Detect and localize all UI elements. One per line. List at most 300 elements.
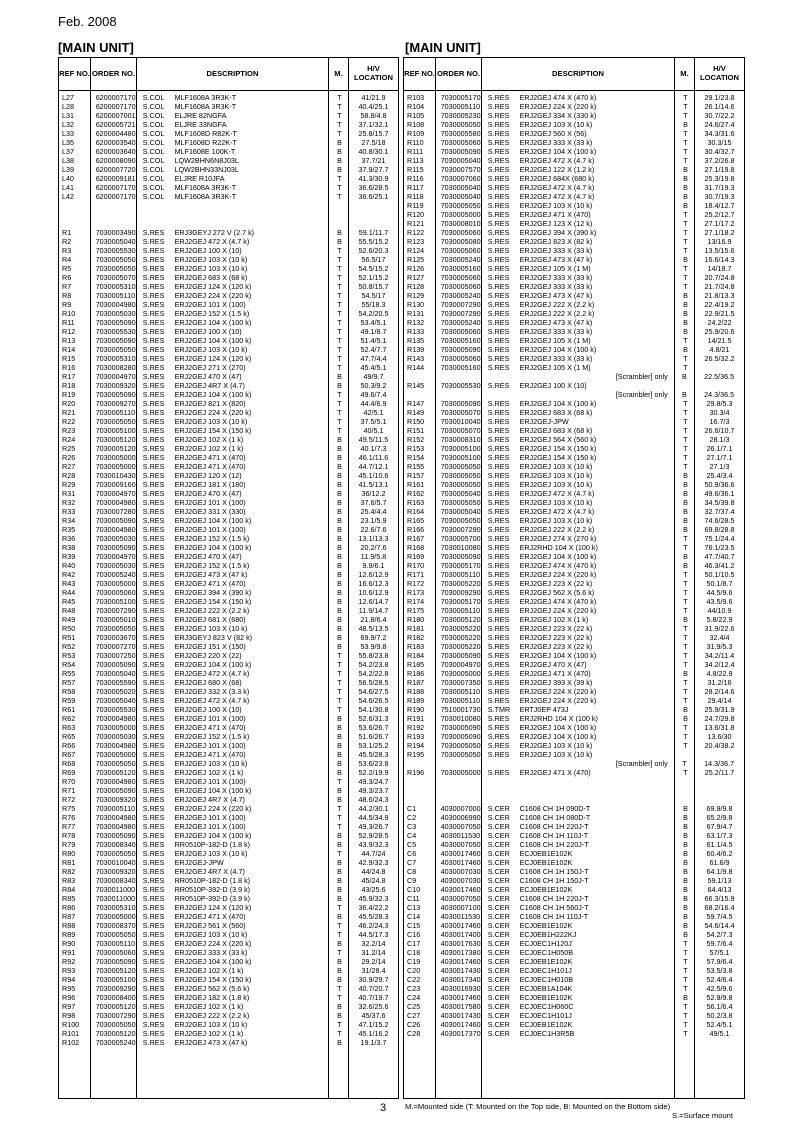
cell-hv: 48.6/24.3 [358, 795, 389, 804]
cell-type: S.RES [487, 354, 510, 363]
cell-m: B [337, 507, 342, 516]
cell-type: S.RES [487, 606, 510, 615]
cell-hv: 58.8/4.8 [360, 111, 387, 120]
table-row [59, 795, 398, 804]
header-date: Feb. 2008 [58, 14, 117, 29]
cell-m: B [337, 147, 342, 156]
table-row [404, 669, 744, 678]
cell-ref: R26 [62, 453, 76, 462]
cell-ref: R180 [407, 615, 425, 624]
cell-ref: R78 [62, 831, 76, 840]
cell-order: 6200007170 [95, 93, 136, 102]
cell-type: S.CER [487, 849, 510, 858]
cell-type: S.RES [487, 147, 510, 156]
cell-hv: 52.4/5.1 [706, 1020, 733, 1029]
table-row [59, 102, 398, 111]
cell-m: T [337, 300, 342, 309]
cell-m: T [337, 399, 342, 408]
cell-ref: R195 [407, 750, 425, 759]
cell-type: S.RES [142, 813, 165, 822]
cell-order: 7030005050 [95, 264, 136, 273]
cell-order: 7030005010 [95, 615, 136, 624]
cell-part: ERJ2GEJ 471 X (470) [174, 912, 246, 921]
cell-order: 7030004980 [95, 741, 136, 750]
cell-m: T [682, 759, 687, 768]
cell-m: T [337, 696, 342, 705]
cell-order: 7030005000 [440, 768, 481, 777]
cell-ref: R1 [62, 228, 72, 237]
cell-order: 7030007270 [95, 642, 136, 651]
cell-type: S.RES [487, 543, 510, 552]
cell-ref: R27 [62, 462, 76, 471]
cell-m: B [337, 597, 342, 606]
cell-hv: 30.7/19.3 [704, 192, 735, 201]
cell-m: T [683, 363, 688, 372]
cell-type: S.RES [487, 219, 510, 228]
cell-type: S.RES [487, 516, 510, 525]
cell-type: S.RES [142, 624, 165, 633]
cell-order: 7030007290 [95, 606, 136, 615]
cell-type: S.CER [487, 1029, 510, 1038]
cell-order: 7030008280 [95, 363, 136, 372]
cell-m: T [683, 129, 688, 138]
table-row [404, 678, 744, 687]
cell-part: ECJ0EC1H060C [519, 1002, 574, 1011]
table-row [59, 993, 398, 1002]
cell-order: 7030005700 [440, 534, 481, 543]
cell-hv: 40/5.1 [363, 426, 384, 435]
cell-order: 7030005020 [95, 687, 136, 696]
cell-part: ERJ2GEJ 103 X (10 k) [174, 759, 248, 768]
cell-part: ERJ2GEJ 101 X (100) [174, 525, 246, 534]
cell-hv: 22.5/36.5 [704, 372, 735, 381]
table-row [59, 1020, 398, 1029]
cell-ref: R13 [62, 336, 76, 345]
table-row [404, 453, 744, 462]
cell-order: 4030016930 [440, 984, 481, 993]
cell-ref: R111 [407, 147, 424, 156]
cell-hv: 65.2/9.8 [706, 813, 733, 822]
cell-type: S.CER [487, 804, 510, 813]
cell-m: T [683, 975, 688, 984]
cell-ref: R181 [407, 624, 425, 633]
cell-m: T [683, 1011, 688, 1020]
cell-type: S.COL [142, 192, 165, 201]
cell-m: T [337, 777, 342, 786]
cell-part: ERJ2GEJ 101 X (100) [174, 822, 246, 831]
cell-order: 6200004480 [95, 129, 136, 138]
table-row [59, 561, 398, 570]
cell-order: 7030005040 [440, 489, 481, 498]
cell-m: B [683, 804, 688, 813]
cell-ref: R70 [62, 777, 76, 786]
cell-hv: 31.7/19.3 [704, 183, 735, 192]
cell-part: ERJ2GEJ 333 X (33 k) [519, 246, 593, 255]
cell-type: S.RES [142, 606, 165, 615]
cell-hv: 74.6/28.5 [704, 516, 735, 525]
cell-hv: 16.7/3 [709, 417, 730, 426]
cell-type: S.RES [487, 102, 510, 111]
cell-type: S.RES [487, 408, 510, 417]
cell-type: S.COL [142, 93, 165, 102]
cell-type: S.RES [487, 651, 510, 660]
cell-order: 7030005100 [95, 597, 136, 606]
cell-ref: R109 [407, 129, 425, 138]
table-row [59, 210, 398, 219]
cell-hv: 49.6/36.1 [704, 489, 735, 498]
cell-m: B [337, 894, 342, 903]
cell-order: 7030005530 [95, 705, 136, 714]
cell-order: 7030005090 [95, 786, 136, 795]
cell-type: S.RES [142, 1020, 165, 1029]
cell-ref: R149 [407, 408, 425, 417]
cell-m: B [337, 759, 342, 768]
cell-part: ERJ2GEJ 471 X (470) [519, 669, 591, 678]
cell-hv: 16.6/14.3 [704, 255, 735, 264]
cell-m: B [683, 318, 688, 327]
table-row [404, 606, 744, 615]
cell-hv: 64.1/9.8 [706, 867, 733, 876]
table-row [404, 426, 744, 435]
cell-ref: R68 [62, 759, 76, 768]
cell-m: T [337, 651, 342, 660]
cell-ref: C18 [407, 948, 421, 957]
cell-ref: R92 [62, 957, 76, 966]
cell-hv: 55/18.3 [361, 300, 386, 309]
cell-m: T [337, 408, 342, 417]
cell-type: S.CER [487, 975, 510, 984]
cell-order: 7030005000 [95, 912, 136, 921]
cell-order: 7030007280 [95, 507, 136, 516]
cell-hv: 59.1/11.7 [358, 228, 389, 237]
table-row [59, 111, 398, 120]
cell-ref: R16 [62, 363, 76, 372]
cell-part: ERJ2GEJ 101 X (100) [174, 741, 246, 750]
cell-m: T [337, 327, 342, 336]
cell-order: 7030005110 [95, 408, 136, 417]
cell-part: MLF1608D R82K-T [174, 129, 237, 138]
table-row [404, 228, 744, 237]
table-row [404, 381, 744, 390]
table-row [404, 498, 744, 507]
cell-hv: 57/5.1 [709, 948, 730, 957]
cell-type: S.COL [142, 129, 165, 138]
cell-order: 7030005110 [95, 804, 136, 813]
cell-order: 7030007290 [440, 300, 481, 309]
cell-hv: 26.5/32.2 [704, 354, 735, 363]
cell-part: ECJ0EB1H222KJ [519, 930, 577, 939]
cell-hv: 49.3/23.7 [358, 786, 389, 795]
cell-m: T [683, 237, 688, 246]
cell-order: 7030005050 [95, 1020, 136, 1029]
cell-m: B [683, 516, 688, 525]
cell-m: B [337, 444, 342, 453]
cell-hv: 26.1/7.1 [706, 444, 733, 453]
table-row [59, 507, 398, 516]
cell-hv: 21.8/13.3 [704, 291, 735, 300]
table-row [59, 894, 398, 903]
table-row [59, 408, 398, 417]
cell-order: 7030005040 [95, 669, 136, 678]
cell-m: T [337, 129, 342, 138]
cell-type: S.RES [487, 273, 510, 282]
cell-order: 7030005050 [440, 741, 481, 750]
cell-order: 7030005100 [440, 444, 481, 453]
cell-hv: 28.1/3 [709, 435, 730, 444]
cell-hv: 25.4/3.4 [706, 471, 733, 480]
cell-order: 7030005060 [440, 273, 481, 282]
parts-table-left [58, 57, 399, 1099]
cell-m: B [683, 480, 688, 489]
cell-type: S.RES [487, 444, 510, 453]
cell-m: T [683, 957, 688, 966]
cell-type: S.RES [142, 777, 165, 786]
cell-part: ERJ2GEJ 333 X (33 k) [519, 354, 593, 363]
cell-part: ERJ2GEJ 105 X (1 M) [519, 336, 591, 345]
cell-m: T [337, 984, 342, 993]
cell-part: ERJ2GEJ 472 X (4.7 k) [519, 489, 595, 498]
cell-type: S.RES [487, 111, 510, 120]
table-row [404, 489, 744, 498]
cell-part: ELJRE 33NGFA [174, 120, 227, 129]
cell-type: S.CER [487, 840, 510, 849]
cell-hv: 54.6/27.5 [358, 687, 389, 696]
cell-ref: L37 [62, 147, 74, 156]
table-row [59, 975, 398, 984]
cell-m: T [683, 426, 688, 435]
cell-order: 7030008400 [95, 993, 136, 1002]
cell-type: S.RES [142, 327, 165, 336]
cell-m: B [337, 138, 342, 147]
table-row [59, 399, 398, 408]
cell-part: ERJ2GEJ 101 X (100) [174, 300, 246, 309]
cell-ref: C3 [407, 822, 417, 831]
cell-type: S.RES [142, 435, 165, 444]
table-body [59, 91, 398, 1099]
cell-type: S.RES [142, 921, 165, 930]
cell-order: 7030005090 [95, 831, 136, 840]
cell-hv: 20.2/7.6 [360, 543, 387, 552]
cell-type: S.RES [142, 660, 165, 669]
cell-order: 7030005160 [440, 264, 481, 273]
cell-ref: C7 [407, 858, 417, 867]
cell-order: 7030005030 [95, 534, 136, 543]
cell-hv: 40.7/20.7 [358, 984, 389, 993]
cell-order: 7030005060 [95, 588, 136, 597]
cell-part: ELJRE 82NGFA [174, 111, 227, 120]
cell-hv: 45.9/32.3 [358, 894, 389, 903]
cell-order: 7030005580 [440, 129, 481, 138]
cell-type: S.RES [142, 633, 165, 642]
table-row [59, 1038, 398, 1047]
cell-type: S.RES [487, 264, 510, 273]
cell-part: ECJ0EB1E102K [519, 858, 573, 867]
cell-order: 7030005050 [95, 345, 136, 354]
table-row [404, 795, 744, 804]
table-row [404, 165, 744, 174]
cell-order: 4030007030 [440, 867, 481, 876]
cell-hv: 14/21.5 [707, 336, 732, 345]
cell-m: T [337, 111, 342, 120]
cell-order: 4030017380 [440, 948, 481, 957]
table-row [404, 642, 744, 651]
cell-order: 7030005050 [95, 759, 136, 768]
cell-m: B [683, 165, 688, 174]
cell-hv: 44.7/24 [361, 849, 386, 858]
cell-ref: R24 [62, 435, 76, 444]
cell-hv: 14/18.7 [707, 264, 732, 273]
cell-part: MLF1608A 3R3K-T [174, 192, 237, 201]
cell-ref: R171 [407, 570, 425, 579]
cell-type: S.RES [487, 633, 510, 642]
cell-ref: R85 [62, 894, 76, 903]
cell-part: ECJ0EC1H120J [519, 939, 572, 948]
cell-order: 7030005050 [440, 462, 481, 471]
cell-order: 7030005050 [95, 417, 136, 426]
table-row [404, 921, 744, 930]
cell-ref: R91 [62, 948, 76, 957]
table-header [404, 58, 744, 91]
table-row [404, 93, 744, 102]
cell-part: ECJ0EB1E102K [519, 849, 573, 858]
cell-hv: 45.4/5.1 [360, 363, 387, 372]
cell-type: S.RES [142, 381, 165, 390]
cell-order: 7030005070 [440, 426, 481, 435]
cell-type: S.RES [142, 498, 165, 507]
cell-m: T [683, 597, 688, 606]
cell-ref: R67 [62, 750, 76, 759]
cell-type: S.RES [487, 588, 510, 597]
cell-order: 7030005120 [95, 1029, 136, 1038]
cell-ref: R20 [62, 399, 76, 408]
cell-hv: 42.9/32.3 [358, 858, 389, 867]
cell-ref: R18 [62, 381, 76, 390]
cell-ref: R57 [62, 678, 76, 687]
cell-hv: 27.5/18 [361, 138, 386, 147]
cell-order: 6200009181 [95, 174, 136, 183]
cell-part: ERJ2GEJ 821 X (820) [174, 399, 246, 408]
cell-order: 7030009320 [95, 381, 136, 390]
cell-order: 7030005110 [440, 696, 481, 705]
cell-order: 4030017630 [440, 939, 481, 948]
cell-hv: 27.1/3 [709, 462, 730, 471]
cell-type: S.RES [142, 228, 165, 237]
table-row [404, 687, 744, 696]
cell-ref: R139 [407, 345, 425, 354]
cell-hv: 54.2/20.5 [358, 309, 389, 318]
cell-part: ERJ2GEJ 224 X (220 k) [174, 291, 252, 300]
cell-hv: 56.5/28.5 [358, 678, 389, 687]
cell-hv: 10.6/12.9 [358, 588, 389, 597]
cell-m: T [683, 570, 688, 579]
cell-part: ERJ2GEJ 123 X (12 k) [519, 219, 593, 228]
cell-ref: R5 [62, 264, 72, 273]
cell-m: T [337, 174, 342, 183]
cell-m: T [683, 723, 688, 732]
surface-mount-legend: S.=Surface mount [672, 1111, 733, 1120]
cell-ref: R170 [407, 561, 425, 570]
cell-part: ERJ2GEJ 152 X (1.5 k) [174, 732, 250, 741]
cell-part: ERJ2GEJ 333 X (33 k) [174, 948, 248, 957]
table-row [59, 840, 398, 849]
table-row [404, 156, 744, 165]
table-row [404, 939, 744, 948]
cell-part: ERJ2GEJ 222 X (2.2 k) [174, 606, 250, 615]
cell-type: S.RES [142, 291, 165, 300]
cell-type: S.RES [142, 345, 165, 354]
cell-type: S.RES [487, 345, 510, 354]
cell-m: T [683, 111, 688, 120]
table-row [59, 273, 398, 282]
cell-hv: 36.6/25.1 [358, 192, 389, 201]
cell-type: S.RES [487, 570, 510, 579]
cell-m: T [683, 678, 688, 687]
cell-hv: 52.9/28.5 [358, 831, 389, 840]
cell-m: T [683, 282, 688, 291]
cell-m: B [683, 120, 688, 129]
cell-m: T [683, 156, 688, 165]
cell-part: ERJ2GEJ 103 X (10 k) [519, 516, 593, 525]
cell-type: S.RES [142, 939, 165, 948]
cell-type: S.CER [487, 903, 510, 912]
table-row [404, 867, 744, 876]
cell-hv: 37.2/26.8 [704, 156, 735, 165]
cell-hv: 60.4/6.2 [706, 849, 733, 858]
cell-m: B [337, 840, 342, 849]
cell-part: ERJ2GEJ-JPW [519, 417, 569, 426]
cell-ref: R120 [407, 210, 425, 219]
cell-hv: 32.6/25.6 [358, 1002, 389, 1011]
cell-type: S.RES [487, 471, 510, 480]
cell-m: T [683, 741, 688, 750]
cell-m: T [337, 264, 342, 273]
cell-type: S.CER [487, 921, 510, 930]
cell-ref: R145 [407, 381, 425, 390]
cell-part: ERJ2GEJ 124 X (120 k) [174, 354, 252, 363]
cell-part: ERJ2GEJ 101 X (100) [174, 777, 246, 786]
table-row [59, 777, 398, 786]
cell-hv: 52.6/20.3 [358, 246, 389, 255]
cell-ref: R84 [62, 885, 76, 894]
cell-type: S.RES [487, 381, 510, 390]
cell-type: S.RES [487, 291, 510, 300]
table-row [404, 201, 744, 210]
table-row [404, 291, 744, 300]
cell-type: S.RES [142, 957, 165, 966]
cell-ref: R128 [407, 282, 425, 291]
table-row [59, 345, 398, 354]
table-row [59, 156, 398, 165]
cell-part: ERJ2GEJ 471 X (470) [174, 579, 246, 588]
cell-order: 6200007170 [95, 102, 136, 111]
table-row [59, 174, 398, 183]
cell-part: ERJ2GEJ 152 X (1.5 k) [174, 534, 250, 543]
cell-type: S.RES [487, 597, 510, 606]
cell-part: ERJ2GEJ 561 X (560) [174, 921, 246, 930]
cell-hv: 37.9/27.7 [358, 165, 389, 174]
cell-order: 7030005090 [440, 651, 481, 660]
cell-m: B [683, 291, 688, 300]
cell-order: 7030005040 [440, 183, 481, 192]
table-row [404, 903, 744, 912]
cell-part: ERJ2GEJ 105 X (1 M) [519, 363, 591, 372]
cell-type: S.CER [487, 876, 510, 885]
cell-order: 4030017340 [440, 975, 481, 984]
cell-type: S.CER [487, 885, 510, 894]
table-row [404, 372, 744, 381]
cell-order: 7030004970 [95, 489, 136, 498]
cell-hv: 25.2/12.7 [704, 210, 735, 219]
